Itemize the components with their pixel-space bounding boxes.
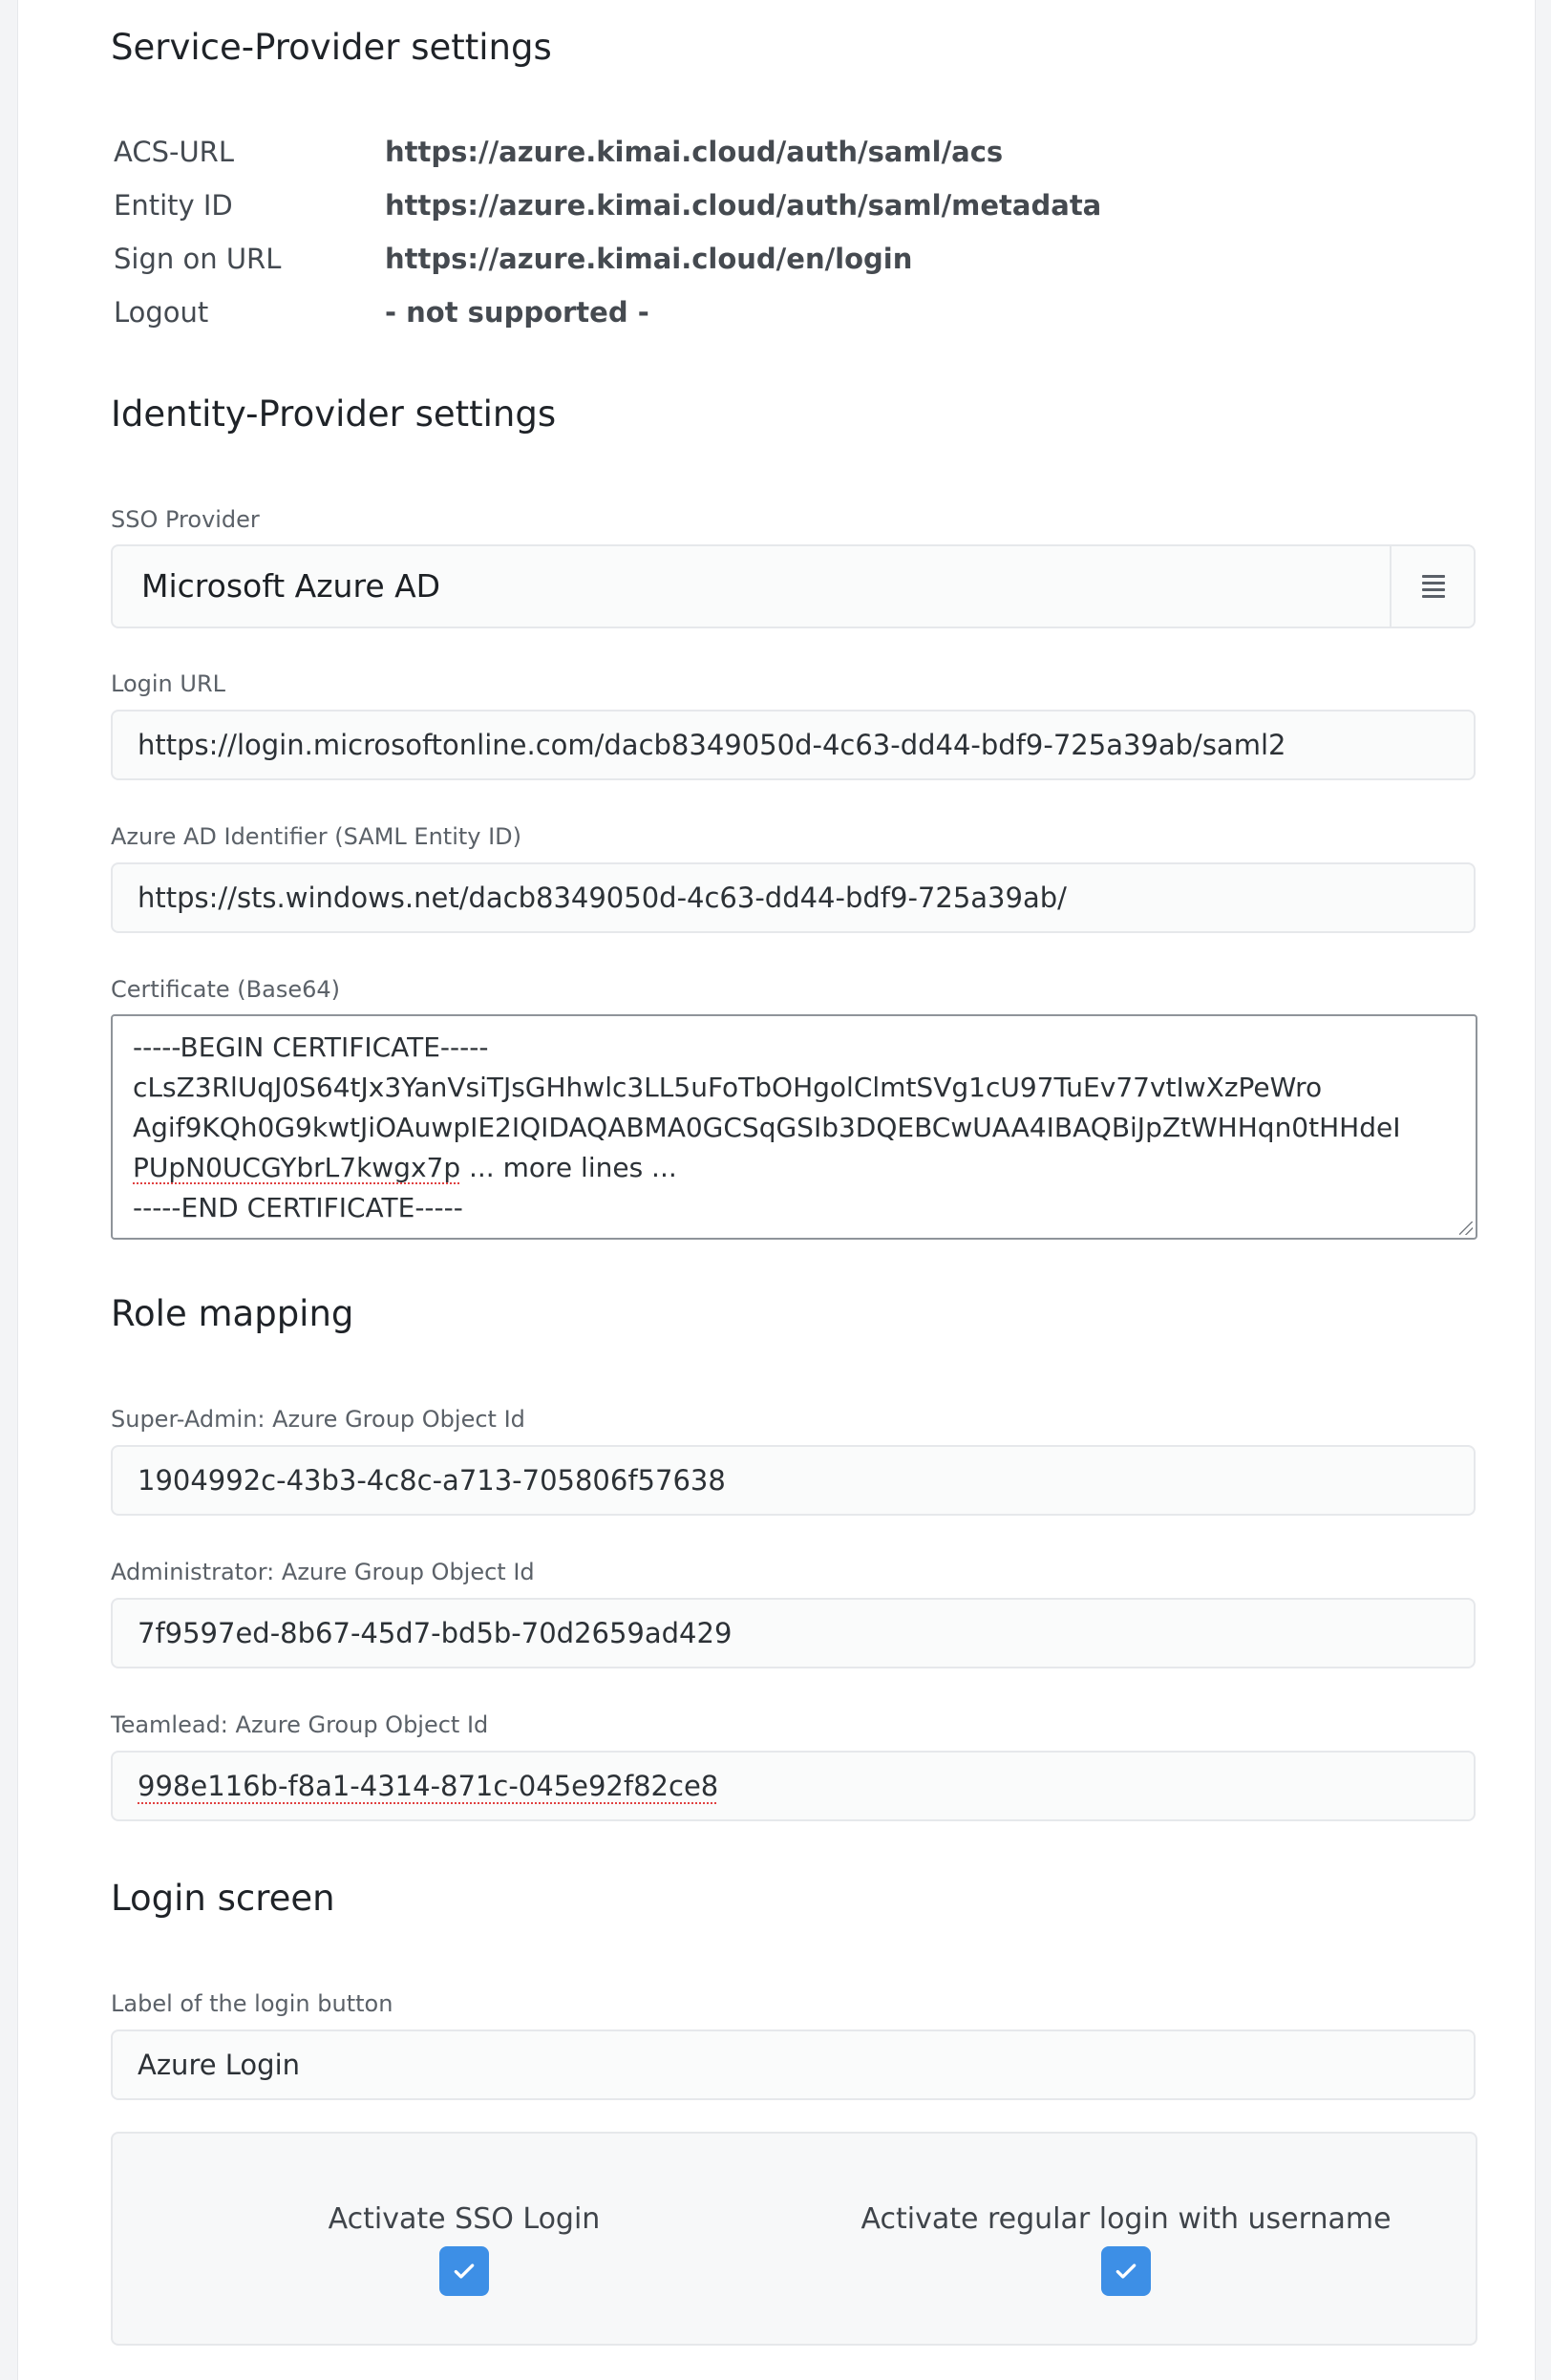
activate-sso-checkbox[interactable]: [439, 2246, 489, 2296]
certificate-line: Agif9KQh0G9kwtJiOAuwpIE2IQIDAQABMA0GCSqGSIb3DQEBCwUAA4IBAQBiJpZtWHHqn0tHHdeI: [133, 1112, 1401, 1143]
acs-url-label: ACS-URL: [114, 136, 234, 168]
login-button-label-input[interactable]: Azure Login: [111, 2029, 1476, 2100]
certificate-label: Certificate (Base64): [111, 976, 340, 1003]
certificate-textarea[interactable]: [111, 1014, 1477, 1240]
administrator-label: Administrator: Azure Group Object Id: [111, 1559, 535, 1585]
sso-provider-dropdown-button[interactable]: [1390, 546, 1474, 627]
activate-sso-label: Activate SSO Login: [328, 2202, 601, 2236]
role-mapping-title: Role mapping: [111, 1293, 354, 1334]
teamlead-label: Teamlead: Azure Group Object Id: [111, 1711, 489, 1738]
list-icon: [1422, 575, 1445, 602]
logout-value: - not supported -: [385, 296, 649, 329]
entity-id-value: https://azure.kimai.cloud/auth/saml/metadata: [385, 189, 1102, 222]
acs-url-value: https://azure.kimai.cloud/auth/saml/acs: [385, 136, 1004, 168]
certificate-line: cLsZ3RlUqJ0S64tJx3YanVsiTJsGHhwlc3LL5uFoTbOHgolClmtSVg1cU97TuEv77vtIwXzPeWro: [133, 1072, 1323, 1103]
certificate-line: [133, 1148, 1476, 1188]
super-admin-label: Super-Admin: Azure Group Object Id: [111, 1406, 525, 1433]
entity-id-label: Entity ID: [114, 189, 233, 222]
administrator-input[interactable]: 7f9597ed-8b67-45d7-bd5b-70d2659ad429: [111, 1598, 1476, 1668]
service-provider-title: Service-Provider settings: [111, 27, 552, 68]
azure-entity-id-input[interactable]: https://sts.windows.net/dacb8349050d-4c63-dd44-bdf9-725a39ab/: [111, 862, 1476, 933]
settings-card: [17, 0, 1536, 2380]
logout-label: Logout: [114, 296, 209, 329]
login-options-panel: [111, 2132, 1477, 2346]
login-screen-title: Login screen: [111, 1878, 335, 1919]
sso-provider-select[interactable]: [111, 544, 1476, 628]
identity-provider-title: Identity-Provider settings: [111, 393, 557, 435]
teamlead-value: 998e116b-f8a1-4314-871c-045e92f82ce8: [138, 1770, 719, 1802]
resize-handle-icon[interactable]: [1459, 1222, 1473, 1235]
certificate-more-lines: ... more lines ...: [460, 1152, 677, 1183]
super-admin-input[interactable]: 1904992c-43b3-4c8c-a713-705806f57638: [111, 1445, 1476, 1516]
sign-on-url-value: https://azure.kimai.cloud/en/login: [385, 243, 913, 275]
login-button-label-label: Label of the login button: [111, 1990, 393, 2017]
login-url-input[interactable]: https://login.microsoftonline.com/dacb8349050d-4c63-dd44-bdf9-725a39ab/saml2: [111, 710, 1476, 780]
activate-regular-login-checkbox[interactable]: [1101, 2246, 1151, 2296]
certificate-line: -----BEGIN CERTIFICATE-----: [133, 1031, 489, 1063]
check-icon: [1114, 2259, 1138, 2284]
check-icon: [452, 2259, 477, 2284]
login-url-label: Login URL: [111, 670, 225, 697]
activate-regular-login-label: Activate regular login with username: [860, 2202, 1392, 2236]
sign-on-url-label: Sign on URL: [114, 243, 282, 275]
sso-provider-value: Microsoft Azure AD: [141, 567, 441, 605]
entity-id-input-label: Azure AD Identifier (SAML Entity ID): [111, 823, 522, 850]
certificate-token: PUpN0UCGYbrL7kwgx7p: [133, 1152, 461, 1183]
certificate-line: -----END CERTIFICATE-----: [133, 1192, 463, 1223]
sso-provider-label: SSO Provider: [111, 506, 260, 533]
teamlead-input[interactable]: [111, 1751, 1476, 1821]
